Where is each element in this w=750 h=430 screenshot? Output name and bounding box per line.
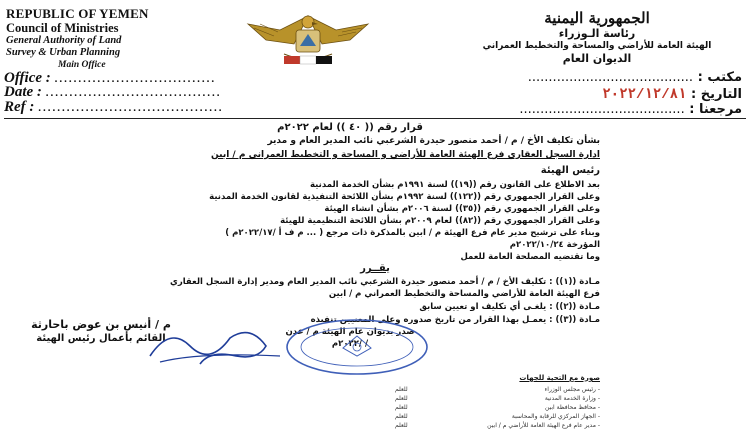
issued-place: صدر بديوان عام الهيئة م / عدن — [285, 327, 415, 337]
copy-recipient-3: - محافظ محافظة ابين — [544, 404, 600, 411]
authority-name-en-1: General Authority of Land — [6, 35, 122, 46]
english-letterhead — [6, 6, 236, 71]
header-divider — [4, 118, 746, 119]
copies-title: صورة مع التحية للجهات — [519, 374, 600, 382]
arabic-letterhead — [462, 10, 732, 66]
copy-recipient-2: - وزارة الخدمة المدنية — [544, 395, 600, 402]
eagle-emblem-icon — [244, 10, 372, 68]
article-1: مـادة ((١)) : تكليف الأخ / م / أحمد منصور حيدرة الشرعبي نائب المدير العام ومدير إدارة السجل العقاري — [170, 277, 600, 287]
official-stamp-icon — [285, 318, 430, 376]
copy-recipient-5: - مدير عام فرع الهيئة العامة للأراضي م / ابين — [487, 422, 600, 429]
decision-title: قرار رقم (( ٤٠ )) لعام ٢٠٢٢م — [277, 122, 423, 133]
copy-tag-4: للعلم — [395, 413, 408, 420]
office-label-ar: مكتب : — [697, 70, 742, 85]
date-value: ٢٠٢٢/١٢/٨١ — [602, 87, 687, 103]
council-name-en: Council of Ministries — [6, 21, 119, 35]
council-name-ar: رئاسة الـوزراء — [558, 27, 636, 40]
preamble-line-7: وما تقتضيه المصلحة العامة للعمل — [460, 252, 600, 262]
copy-tag-1: للعلم — [395, 386, 408, 393]
office-field-ar: مكتب : ........................................ — [527, 70, 742, 85]
article-3: مـادة ((٣)) : يعمـل بهذا القرار من تاريخ صدوره وعلى المعنيين تنفيذه — [310, 315, 600, 325]
signatory-role: القائم بأعمال رئيس الهيئة — [36, 333, 166, 344]
issued-date: / /٢٠٢٢م — [331, 339, 369, 349]
ref-field-ar: مرجعنا : ........................................ — [519, 102, 742, 117]
preamble-line-5: وبناء على ترشيح مدير عام فرع الهيئة م / ابين بالمذكرة ذات مرجع ( ... م ف أ /٢٠٢٢/١٧م ) — [225, 228, 600, 238]
decision-subject-1: بشأن تكليف الأخ / م / أحمد منصور حيدرة الشرعبي نائب المدير العام و مدير — [267, 136, 600, 146]
article-1-continued: فرع الهيئة العامة للأراضي والمساحة والتخطيط العمراني م / ابين — [328, 289, 600, 299]
date-label-ar: التاريخ : — [691, 87, 742, 102]
date-label-en: Date : — [4, 84, 42, 100]
copy-recipient-1: - رئيس مجلس الوزراء — [544, 386, 600, 393]
preamble-line-2: وعلى القرار الجمهوري رقم ((١٢٢)) لسنة ١٩٩٢م بشأن اللائحة التنفيذية لقانون الخدمة المدنية — [209, 192, 600, 202]
office-label-en: Office : — [4, 70, 51, 86]
country-name-ar: الجمهورية اليمنية — [544, 9, 650, 27]
ref-label-en: Ref : — [4, 99, 35, 115]
date-field-ar — [602, 86, 742, 103]
preamble-line-3: وعلى القرار الجمهوري رقم ((٣٥)) لسنة ٢٠٠٦م بشأن انشاء الهيئة — [324, 204, 600, 214]
country-name-en: REPUBLIC OF YEMEN — [6, 6, 149, 21]
copy-tag-5: للعلم — [395, 422, 408, 429]
article-2: مـادة ((٢)) : يلغـى أي تكليف او تعيين سابق — [419, 302, 600, 312]
signatory-name: م / أنيس بن عوض باحارثة — [31, 318, 171, 331]
authority-name-ar: الهيئة العامة للأراضي والمساحة والتخطيط العمراني — [482, 41, 712, 51]
ref-label-ar: مرجعنا : — [689, 102, 742, 117]
copy-tag-3: للعلم — [395, 404, 408, 411]
decision-subject-2: ادارة السجل العقاري فرع الهيئة العامة للأراضي و المساحة و التخطيط العمراني م / ابين — [211, 150, 600, 160]
date-field-en: Date : ..................................... — [4, 84, 222, 100]
copy-recipient-4: - الجهاز المركزي للرقابة والمحاسبة — [511, 413, 600, 420]
ref-field-en: Ref : ....................................... — [4, 99, 224, 115]
office-name-ar: الديوان العام — [562, 52, 632, 65]
office-name-en: Main Office — [58, 60, 106, 70]
preamble-line-4: وعلى القرار الجمهوري رقم ((٨٢)) لعام ٢٠٠٩م بشأن اللائحة التنظيمية للهيئة — [280, 216, 600, 226]
authority-title: رئيس الهيئة — [540, 165, 600, 176]
authority-name-en-2: Survey & Urban Planning — [6, 47, 121, 58]
decides-heading: يقــرر — [360, 263, 390, 274]
copy-tag-2: للعلم — [395, 395, 408, 402]
preamble-line-1: بعد الاطلاع على القانون رقم ((١٩)) لسنة ١٩٩١م بشأن الخدمة المدنية — [310, 180, 600, 190]
handwritten-signature-icon — [140, 316, 290, 372]
preamble-line-6: المؤرخة ٢٠٢٢/١٠/٢٤م — [509, 240, 600, 250]
office-field-en: Office : .................................. — [4, 70, 217, 86]
